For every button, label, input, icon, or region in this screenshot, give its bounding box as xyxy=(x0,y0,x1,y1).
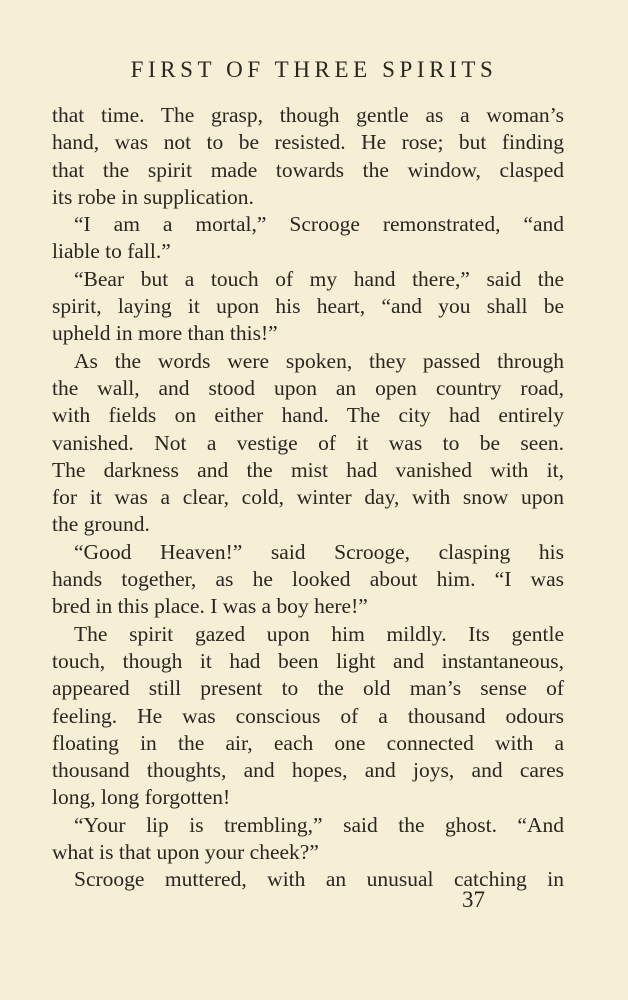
text-line: spirit, laying it upon his heart, “and you shall be xyxy=(52,294,564,319)
text-line: hands together, as he looked about him. “I was xyxy=(52,567,564,592)
text-line: “Your lip is trembling,” said the ghost. “And xyxy=(74,812,564,837)
page-number: 37 xyxy=(462,887,485,912)
text-line: with fields on either hand. The city had entirely xyxy=(52,403,564,428)
text-line: The darkness and the mist had vanished with it, xyxy=(52,457,564,482)
text-line: “Bear but a touch of my hand there,” said the xyxy=(74,266,564,291)
text-line: touch, though it had been light and instantaneous, xyxy=(52,648,564,673)
text-line: The spirit gazed upon him mildly. Its gentle xyxy=(74,621,564,646)
text-line: that time. The grasp, though gentle as a woman’s xyxy=(52,103,564,127)
text-line: “I am a mortal,” Scrooge remonstrated, “and xyxy=(74,212,564,237)
text-line: appeared still present to the old man’s sense of xyxy=(52,676,564,701)
text-line: floating in the air, each one connected with a xyxy=(52,730,564,755)
text-line: its robe in supplication. xyxy=(52,184,254,209)
text-line: what is that upon your cheek?” xyxy=(52,840,319,865)
body-text xyxy=(52,102,564,894)
text-line: vanished. Not a vestige of it was to be seen. xyxy=(52,430,564,455)
text-line: bred in this place. I was a boy here!” xyxy=(52,594,368,619)
text-line: the ground. xyxy=(52,512,150,537)
text-line: feeling. He was conscious of a thousand odours xyxy=(52,703,564,728)
text-line: As the words were spoken, they passed through xyxy=(74,348,564,373)
text-line: “Good Heaven!” said Scrooge, clasping his xyxy=(74,539,564,564)
text-line: hand, was not to be resisted. He rose; but finding xyxy=(52,130,564,155)
text-line: thousand thoughts, and hopes, and joys, and cares xyxy=(52,758,564,783)
text-line: Scrooge muttered, with an unusual catching in xyxy=(74,867,564,892)
text-line: for it was a clear, cold, winter day, with snow upon xyxy=(52,485,564,510)
text-line: that the spirit made towards the window, clasped xyxy=(52,157,564,182)
text-line: upheld in more than this!” xyxy=(52,321,278,346)
text-line: the wall, and stood upon an open country road, xyxy=(52,375,564,400)
text-line: long, long forgotten! xyxy=(52,785,231,810)
text-line: liable to fall.” xyxy=(52,239,171,264)
running-head: FIRST OF THREE SPIRITS xyxy=(130,57,498,82)
